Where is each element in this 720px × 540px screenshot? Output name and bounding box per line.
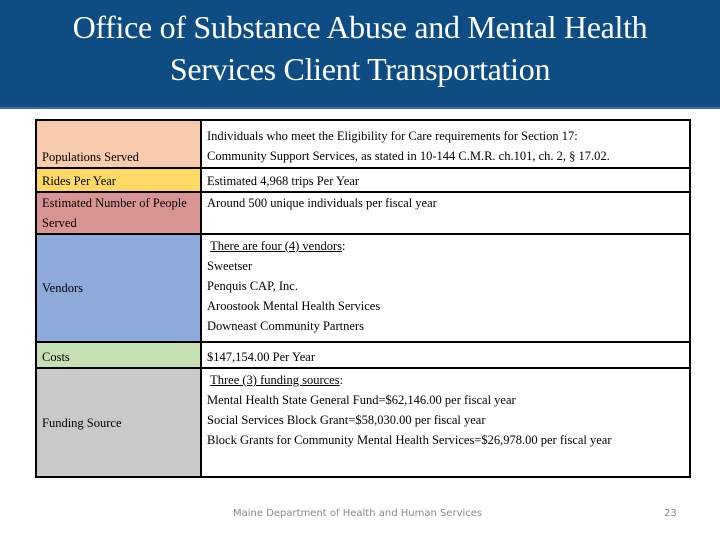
label-funding-source: Funding Source [36, 368, 201, 477]
slide-title-line-2: Services Client Transportation [169, 51, 551, 87]
label-rides-per-year: Rides Per Year [36, 168, 201, 192]
populations-line-2: Community Support Services, as stated in 10-144 C.M.R. ch.101, ch. 2, § 17.02. [207, 149, 610, 163]
table-row-populations [36, 120, 690, 168]
value-rides-per-year: Estimated 4,968 trips Per Year [201, 168, 690, 192]
funding-heading [207, 370, 684, 390]
table-row-costs [36, 342, 690, 368]
value-vendors [201, 234, 690, 342]
slide-title [0, 6, 720, 90]
funding-heading-colon: : [339, 373, 344, 387]
value-estimated-people-served: Around 500 unique individuals per fiscal year [201, 192, 690, 234]
value-populations-served [201, 120, 690, 168]
vendors-heading-colon: : [342, 239, 346, 253]
populations-line-1: Individuals who meet the Eligibility for Care requirements for Section 17: [207, 129, 578, 143]
funding-item: Social Services Block Grant=$58,030.00 per fiscal year [207, 413, 486, 427]
table-row-funding [36, 368, 690, 477]
value-costs: $147,154.00 Per Year [201, 342, 690, 368]
vendor-item: Sweetser [207, 259, 253, 273]
footer-organization: Maine Department of Health and Human Services [233, 508, 483, 519]
table-row-people-served [36, 192, 690, 234]
page-number: 23 [664, 508, 677, 519]
vendor-item: Penquis CAP, Inc. [207, 279, 298, 293]
funding-item: Mental Health State General Fund=$62,146.00 per fiscal year [207, 393, 516, 407]
label-costs: Costs [36, 342, 201, 368]
program-info-table [35, 119, 691, 478]
funding-item: Block Grants for Community Mental Health Services=$26,978.00 per fiscal year [207, 433, 612, 447]
vendors-heading [207, 236, 684, 256]
table-row-vendors [36, 234, 690, 342]
table-row-rides [36, 168, 690, 192]
title-banner [0, 0, 720, 109]
funding-heading-text: Three (3) funding sources [210, 373, 340, 387]
vendors-heading-text: There are four (4) vendors [210, 239, 343, 253]
label-estimated-people-served: Estimated Number of People Served [36, 192, 201, 234]
label-populations-served: Populations Served [36, 120, 201, 168]
label-vendors: Vendors [36, 234, 201, 342]
value-funding-source [201, 368, 690, 477]
vendor-item: Aroostook Mental Health Services [207, 299, 381, 313]
vendor-item: Downeast Community Partners [207, 319, 364, 333]
slide-title-line-1: Office of Substance Abuse and Mental Health [72, 9, 648, 45]
